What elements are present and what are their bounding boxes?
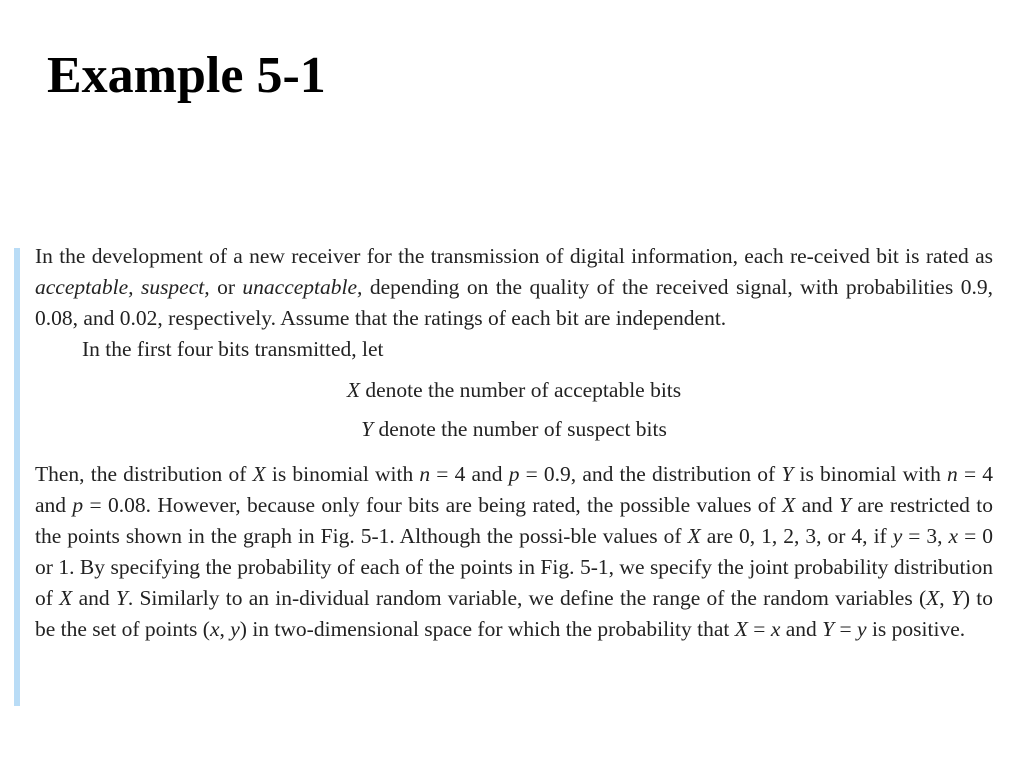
paragraph-let: In the first four bits transmitted, let xyxy=(82,337,384,361)
paragraph-distribution: Then, the distribution of X is binomial with n = 4 and p = 0.9, and the distribution of Y is binomial with n = 4 and p = 0.08. However, because only four bits are being rated, the possible values of X and Y are restricted to the points shown in the graph in Fig. 5-1. Although the possi-ble values of X are 0, 1, 2, 3, or 4, if y = 3, x = 0 or 1. By specifying the probability of each of the points in Fig. 5-1, we specify the joint probability distribution of X and Y. Similarly to an in-dividual random variable, we define the range of the random variables (X, Y) to be the set of points (x, y) in two-dimensional space for which the probability that X = x and Y = y is positive. xyxy=(35,462,994,641)
slide-title: Example 5-1 xyxy=(47,47,326,104)
term-unacceptable: unacceptable, xyxy=(242,275,363,299)
term-acceptable: acceptable, xyxy=(35,275,134,299)
paragraph-intro: In the development of a new receiver for the transmission of digital information, each re-ceived bit is rated as acceptable, suspect, or unacceptable, depending on the quality of the received signal, with probabilities 0.9, 0.08, and 0.02, respectively. Assume that the ratings of each bit are independent. xyxy=(35,244,993,330)
definitions xyxy=(35,371,993,449)
example-text xyxy=(35,241,993,645)
term-suspect: suspect, xyxy=(140,275,210,299)
definition-y: Y denote the number of suspect bits xyxy=(361,417,667,441)
definition-x: X denote the number of acceptable bits xyxy=(346,378,682,402)
accent-bar xyxy=(14,248,20,706)
